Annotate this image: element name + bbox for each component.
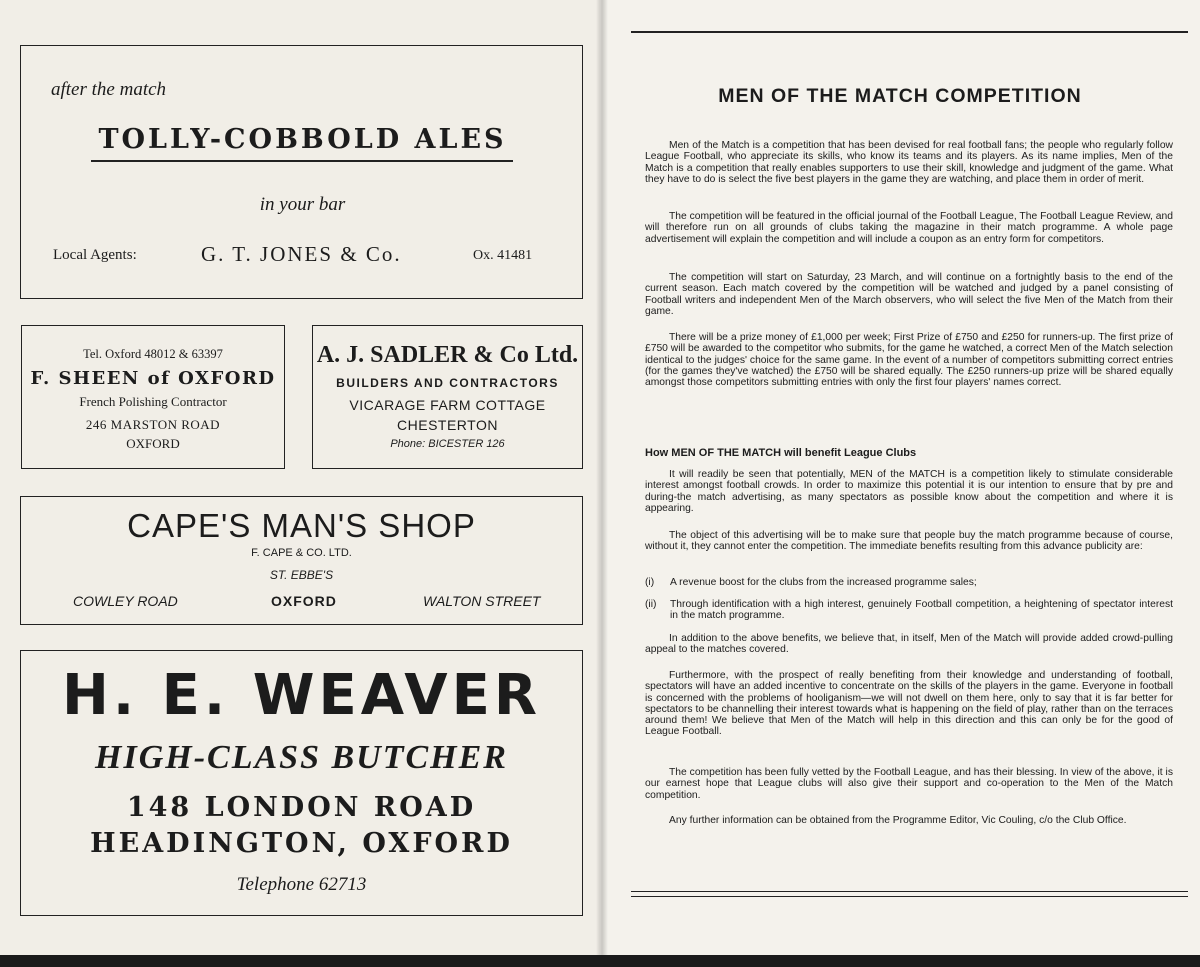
sheen-telephone: Tel. Oxford 48012 & 63397: [83, 347, 223, 361]
bottom-rule-lower: [631, 896, 1188, 897]
top-rule: [631, 31, 1188, 33]
agent-phone: Ox. 41481: [473, 248, 533, 263]
agent-name: G. T. JONES & Co.: [201, 242, 402, 266]
section-heading: How MEN OF THE MATCH will benefit League Clubs: [645, 447, 917, 459]
advert-tagline: after the match: [51, 79, 167, 100]
tolly-cobbold-advert: [20, 45, 583, 299]
list-text: A revenue boost for the clubs from the increased programme sales;: [670, 577, 977, 588]
sadler-advert: [312, 325, 583, 469]
section-paragraph-1: It will readily be seen that potentially, MEN of the MATCH is a competition likely to stimulate considerable interest amongst football crowds. In order to maximize this potential it is our intention to ensure that by pre and during-the match advertising, as many spectators as possible know about the competition and where it is appearing.: [645, 469, 1173, 514]
cape-company: F. CAPE & CO. LTD.: [251, 547, 352, 559]
closing-paragraph-3: The competition has been fully vetted by the Football League, and has their blessing. In view of the above, it is our earnest hope that League clubs will also give their support and co-operation to the Men of the Match competition.: [645, 767, 1173, 801]
sheen-name: F. SHEEN of OXFORD: [30, 368, 276, 389]
cape-location-right: WALTON STREET: [423, 593, 541, 609]
sadler-address-line1: VICARAGE FARM COTTAGE: [349, 397, 546, 413]
list-marker: (i): [645, 577, 655, 588]
right-page: [600, 0, 1200, 967]
intro-paragraph-3: The competition will start on Saturday, 23 March, and will continue on a fortnightly basis to the end of the current season. Each match covered by the competition will be watched and judged by a panel consisting of Football writers and independent Men of the March observers, who will select the five Men of the Match from their game.: [645, 272, 1173, 317]
cape-shop-name: CAPE'S MAN'S SHOP: [127, 507, 476, 544]
weaver-advert: [20, 650, 583, 916]
closing-paragraph-4: Any further information can be obtained from the Programme Editor, Vic Couling, c/o the Club Office.: [669, 815, 1127, 826]
cape-street: ST. EBBE'S: [269, 568, 334, 582]
sadler-name: A. J. SADLER & Co Ltd.: [316, 342, 579, 368]
list-text: Through identification with a high interest, genuinely Football competition, a heightening of spectator interest in the match programme.: [670, 599, 1173, 622]
closing-paragraph-1: In addition to the above benefits, we believe that, in itself, Men of the Match will provide added crowd-pulling appeal to the matches covered.: [645, 633, 1173, 656]
weaver-address-line2: HEADINGTON, OXFORD: [90, 828, 513, 859]
sheen-address-line2: OXFORD: [126, 436, 180, 451]
cape-location-center: OXFORD: [271, 593, 337, 609]
sadler-address-line2: CHESTERTON: [397, 417, 498, 433]
brand-name: TOLLY-COBBOLD ALES: [98, 124, 507, 155]
agents-label: Local Agents:: [53, 247, 137, 263]
sheen-trade: French Polishing Contractor: [79, 394, 227, 409]
intro-paragraph-1: Men of the Match is a competition that has been devised for real football fans; the people who regularly follow League Football, who appreciate its skills, who know its teams and its players. As its name implies, Men of the Match is a competition that really enables supporters to use their skill, knowledge and judgment of the game. What they have to do is select the five best players in the game they are watching, and place them in order of merit.: [645, 140, 1173, 185]
weaver-address-line1: 148 LONDON ROAD: [126, 792, 477, 823]
page-title: MEN OF THE MATCH COMPETITION: [718, 85, 1082, 107]
closing-paragraph-2: Furthermore, with the prospect of really benefiting from their knowledge and understanding of football, spectators will have an added incentive to concentrate on the skills of the players in the game. Everyone in football is concerned with the problems of hooliganism—we will not dwell on them here, only to say that it is far better for spectators to be channelling their interest towards what is happening on the field of play, rather than on the terraces around them! We believe that Men of the Match will help in this direction and this can only be for the good of League Football.: [645, 670, 1173, 738]
cape-location-left: COWLEY ROAD: [73, 593, 178, 609]
scan-bottom-edge: [0, 955, 1200, 967]
section-paragraph-2: The object of this advertising will be to make sure that people buy the match programme because of course, without it, they cannot enter the competition. The immediate benefits resulting from this advance publicity are:: [645, 530, 1173, 553]
advert-subline: in your bar: [259, 194, 346, 215]
sadler-phone: Phone: BICESTER 126: [390, 438, 505, 450]
weaver-phone: Telephone 62713: [236, 874, 367, 895]
sadler-trade: BUILDERS AND CONTRACTORS: [336, 376, 559, 390]
sheen-advert: [21, 325, 285, 469]
sheen-address-line1: 246 MARSTON ROAD: [85, 417, 221, 432]
list-marker: (ii): [645, 599, 657, 610]
brand-underline: [91, 160, 513, 162]
intro-paragraph-4: There will be a prize money of £1,000 per week; First Prize of £750 and £250 for runners-up. The first prize of £750 will be awarded to the competitor who submits, for the game he watched, a correct Men of the Match selection identical to the judges' choice for the same game. In the event of a number of competitors submitting correct entries (for the games they've watched) the £750 will be shared equally. The £250 runners-up prize will be shared equally amongst those competitors submitting entries with only the first four players' names correct.: [645, 332, 1173, 389]
weaver-trade: HIGH-CLASS BUTCHER: [95, 739, 508, 776]
intro-paragraph-2: The competition will be featured in the official journal of the Football League, The Football League Review, and will therefore run on all grounds of clubs taking the magazine in their match programme. A whole page advertisement will explain the competition and will include a coupon as an entry form for competitors.: [645, 211, 1173, 245]
bottom-rule-upper: [631, 891, 1188, 892]
weaver-name: H. E. WEAVER: [62, 663, 541, 728]
cape-advert: [20, 496, 583, 625]
page-gutter: [596, 0, 608, 967]
